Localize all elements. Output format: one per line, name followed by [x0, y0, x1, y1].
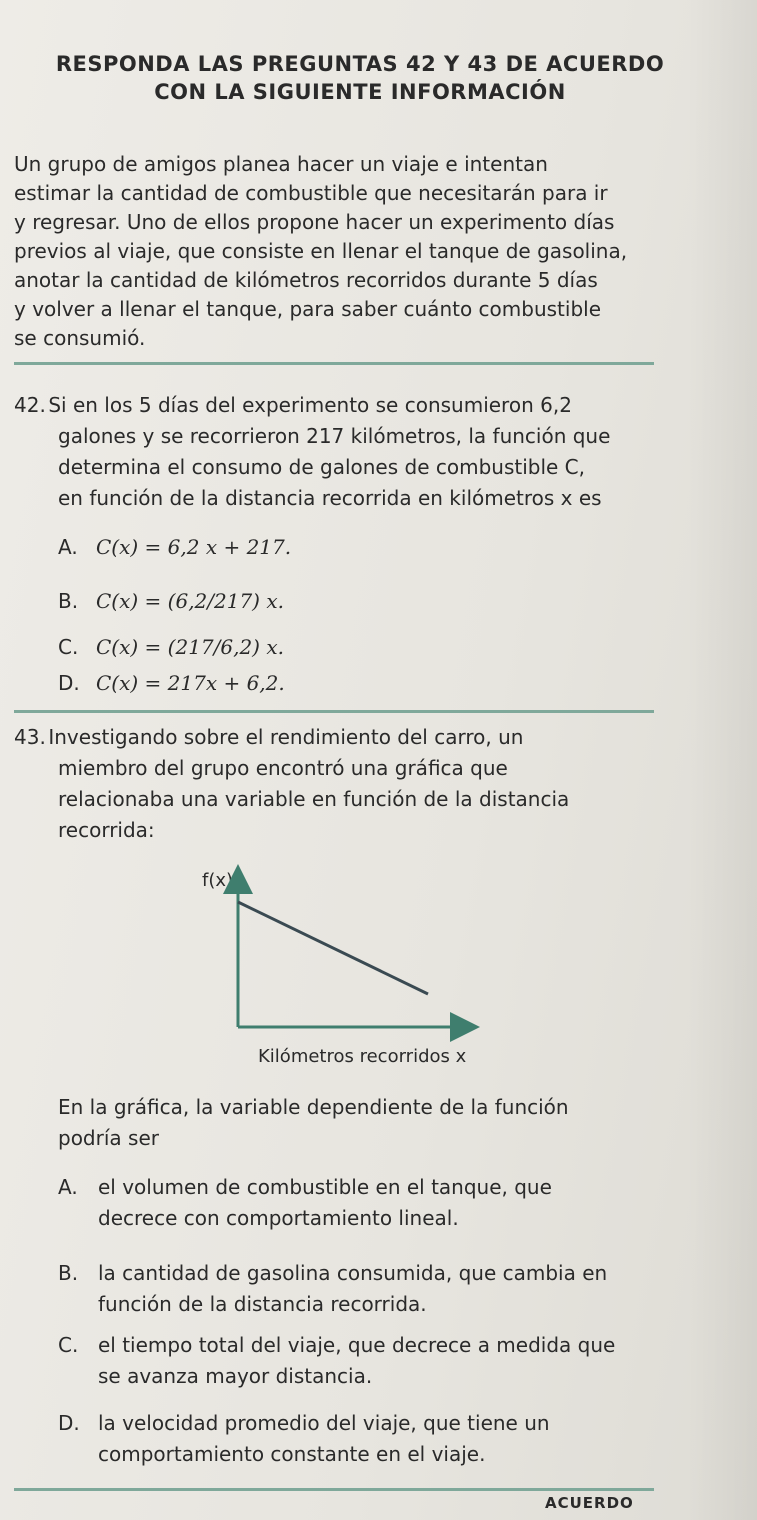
- intro-line: Un grupo de amigos planea hacer un viaje e intentan: [14, 152, 548, 176]
- stem-line: En la gráfica, la variable dependiente de la función: [58, 1095, 569, 1119]
- question-line: Investigando sobre el rendimiento del carro, un: [48, 725, 524, 749]
- section-header: [40, 52, 680, 104]
- question-43-stem: [58, 1092, 658, 1154]
- header-line-1: RESPONDA LAS PREGUNTAS 42 Y 43 DE ACUERDO: [55, 52, 665, 76]
- question-line: recorrida:: [58, 818, 155, 842]
- question-line: en función de la distancia recorrida en kilómetros x es: [58, 486, 602, 510]
- option-letter: A.: [58, 535, 78, 559]
- option-line: función de la distancia recorrida.: [98, 1292, 427, 1316]
- function-graph: [188, 862, 518, 1072]
- option-letter: C.: [58, 1333, 79, 1357]
- y-axis-label: f(x): [202, 870, 234, 891]
- page-shadow: [687, 0, 757, 1520]
- intro-line: y regresar. Uno de ellos propone hacer un experimento días: [14, 210, 615, 234]
- intro-paragraph: [14, 150, 654, 353]
- option-letter: A.: [58, 1175, 78, 1199]
- intro-line: anotar la cantidad de kilómetros recorridos durante 5 días: [14, 268, 598, 292]
- divider: [14, 362, 654, 365]
- option-line: la velocidad promedio del viaje, que tiene un: [98, 1411, 550, 1435]
- header-line-2: CON LA SIGUIENTE INFORMACIÓN: [154, 80, 566, 104]
- divider: [14, 710, 654, 713]
- option-letter: B.: [58, 1261, 79, 1285]
- option-letter: B.: [58, 589, 79, 613]
- option-line: la cantidad de gasolina consumida, que cambia en: [98, 1261, 608, 1285]
- x-axis-label: Kilómetros recorridos x: [258, 1046, 467, 1067]
- question-number: 43.: [14, 725, 46, 749]
- option-line: comportamiento constante en el viaje.: [98, 1442, 486, 1466]
- divider: [14, 1488, 654, 1491]
- option-d[interactable]: [58, 668, 285, 698]
- option-line: se avanza mayor distancia.: [98, 1364, 373, 1388]
- intro-line: se consumió.: [14, 326, 146, 350]
- question-line: relacionaba una variable en función de la distancia: [58, 787, 570, 811]
- option-line: decrece con comportamiento lineal.: [98, 1206, 459, 1230]
- intro-line: previos al viaje, que consiste en llenar el tanque de gasolina,: [14, 239, 628, 263]
- option-letter: D.: [58, 671, 80, 695]
- question-number: 42.: [14, 393, 46, 417]
- intro-line: estimar la cantidad de combustible que necesitarán para ir: [14, 181, 608, 205]
- option-c[interactable]: [58, 1330, 658, 1392]
- decreasing-line: [238, 902, 428, 994]
- stem-line: podría ser: [58, 1126, 159, 1150]
- intro-line: y volver a llenar el tanque, para saber cuánto combustible: [14, 297, 602, 321]
- option-text: C(x) = (217/6,2) x.: [96, 635, 284, 659]
- question-line: Si en los 5 días del experimento se consumieron 6,2: [48, 393, 572, 417]
- footer-cutoff-text: ACUERDO: [545, 1494, 634, 1512]
- question-line: determina el consumo de galones de combustible C,: [58, 455, 586, 479]
- option-d[interactable]: [58, 1408, 658, 1470]
- option-line: el tiempo total del viaje, que decrece a medida que: [98, 1333, 616, 1357]
- option-b[interactable]: [58, 1258, 658, 1320]
- option-a[interactable]: [58, 532, 291, 562]
- option-line: el volumen de combustible en el tanque, que: [98, 1175, 552, 1199]
- option-text: C(x) = 217x + 6,2.: [96, 671, 285, 695]
- question-42: [14, 390, 654, 514]
- option-letter: C.: [58, 635, 79, 659]
- option-text: C(x) = (6,2/217) x.: [96, 589, 284, 613]
- question-43: [14, 722, 654, 846]
- option-b[interactable]: [58, 586, 284, 616]
- question-line: miembro del grupo encontró una gráfica que: [58, 756, 508, 780]
- option-a[interactable]: [58, 1172, 658, 1234]
- option-letter: D.: [58, 1411, 80, 1435]
- option-text: C(x) = 6,2 x + 217.: [96, 535, 292, 559]
- question-line: galones y se recorrieron 217 kilómetros, la función que: [58, 424, 611, 448]
- option-c[interactable]: [58, 632, 284, 662]
